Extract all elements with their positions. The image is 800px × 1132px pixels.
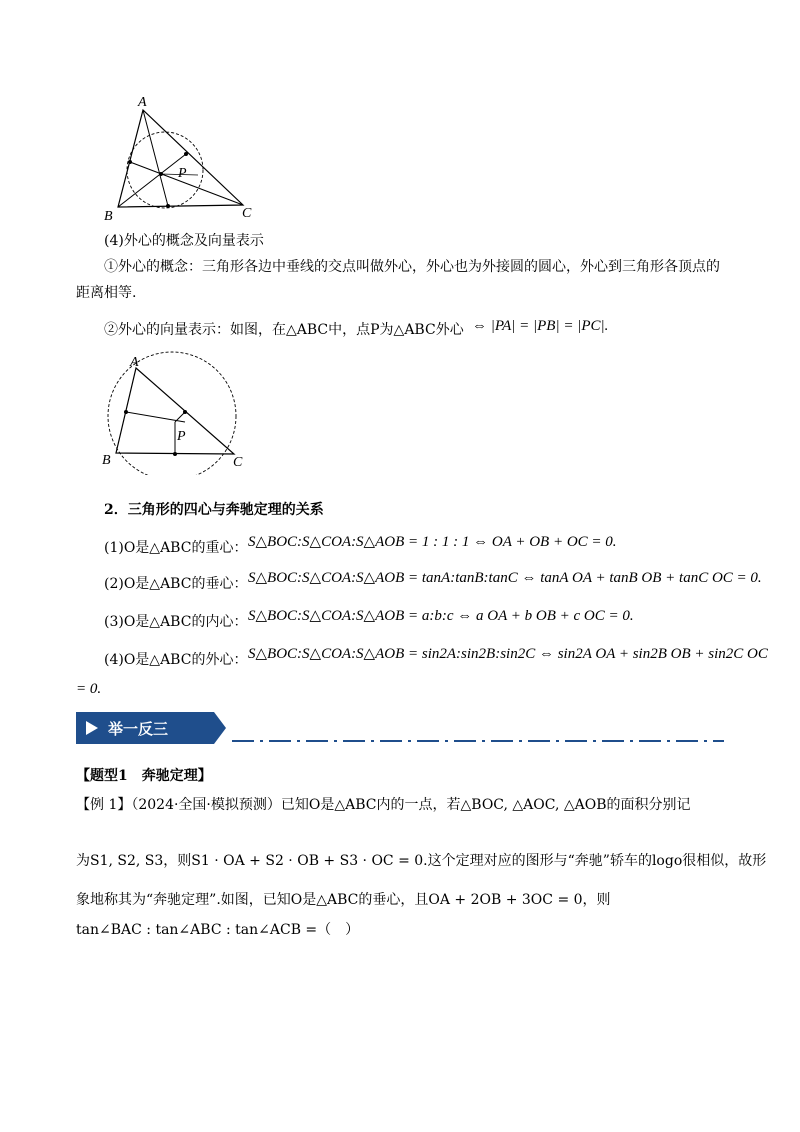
example-line4: tan∠BAC : tan∠ABC : tan∠ACB =（ ）	[76, 922, 360, 938]
example-line3: 象地称其为“奔驰定理”.如图，已知O是△ABC的垂心，且OA + 2OB + 3OC = 0，则	[76, 892, 611, 908]
fig1-label-C: C	[242, 206, 252, 221]
fig1-label-A: A	[138, 95, 147, 110]
item1-formula: S△BOC:S△COA:S△AOB = 1 : 1 : 1 ⇔ OA + OB + OC = 0.	[248, 534, 617, 550]
item2-formula: S△BOC:S△COA:S△AOB = tanA:tanB:tanC ⇔ tanA OA + tanB OB + tanC OC = 0.	[248, 570, 762, 586]
circumcenter-vector-formula: ⇔ |PA| = |PB| = |PC|.	[472, 318, 609, 334]
section4-heading: (4)外心的概念及向量表示	[104, 233, 264, 249]
banner-label: 举一反三	[108, 720, 169, 738]
banner-dash-divider	[232, 740, 724, 742]
incircle-figure	[100, 92, 270, 227]
circumcenter-concept-line1: ①外心的概念：三角形各边中垂线的交点叫做外心，外心也为外接圆的圆心，外心到三角形各顶点的	[104, 259, 720, 275]
fig2-label-C: C	[233, 455, 243, 470]
circumcenter-vector-text: ②外心的向量表示：如图，在△ABC中，点P为△ABC外心	[104, 322, 464, 338]
section2-title: 2．三角形的四心与奔驰定理的关系	[104, 502, 324, 518]
fig1-label-B: B	[104, 209, 113, 224]
item4-formula: S△BOC:S△COA:S△AOB = sin2A:sin2B:sin2C ⇔ sin2A OA + sin2B OB + sin2C OC	[248, 646, 768, 662]
item4-lead: (4)O是△ABC的外心：	[104, 652, 248, 668]
item1-lead: (1)O是△ABC的重心：	[104, 540, 248, 556]
example-line1: 【例 1】（2024·全国·模拟预测）已知O是△ABC内的一点，若△BOC, △AOC, △AOB的面积分别记	[76, 797, 691, 813]
fig1-label-P: P	[178, 166, 187, 181]
circumcircle-figure	[100, 350, 250, 475]
example-line2: 为S1, S2, S3，则S1 · OA + S2 · OB + S3 · OC = 0.这个定理对应的图形与“奔驰”轿车的logo很相似，故形	[76, 853, 767, 869]
item3-lead: (3)O是△ABC的内心：	[104, 614, 248, 630]
item2-lead: (2)O是△ABC的垂心：	[104, 576, 248, 592]
fig2-label-B: B	[102, 453, 111, 468]
fig2-label-P: P	[177, 429, 186, 444]
fig2-label-A: A	[130, 355, 139, 370]
circumcenter-concept-line2: 距离相等.	[76, 285, 137, 301]
item4-formula-cont: = 0.	[76, 681, 102, 697]
item3-formula: S△BOC:S△COA:S△AOB = a:b:c ⇔ a OA + b OB + c OC = 0.	[248, 608, 634, 624]
topic-title: 【题型1 奔驰定理】	[76, 768, 212, 784]
